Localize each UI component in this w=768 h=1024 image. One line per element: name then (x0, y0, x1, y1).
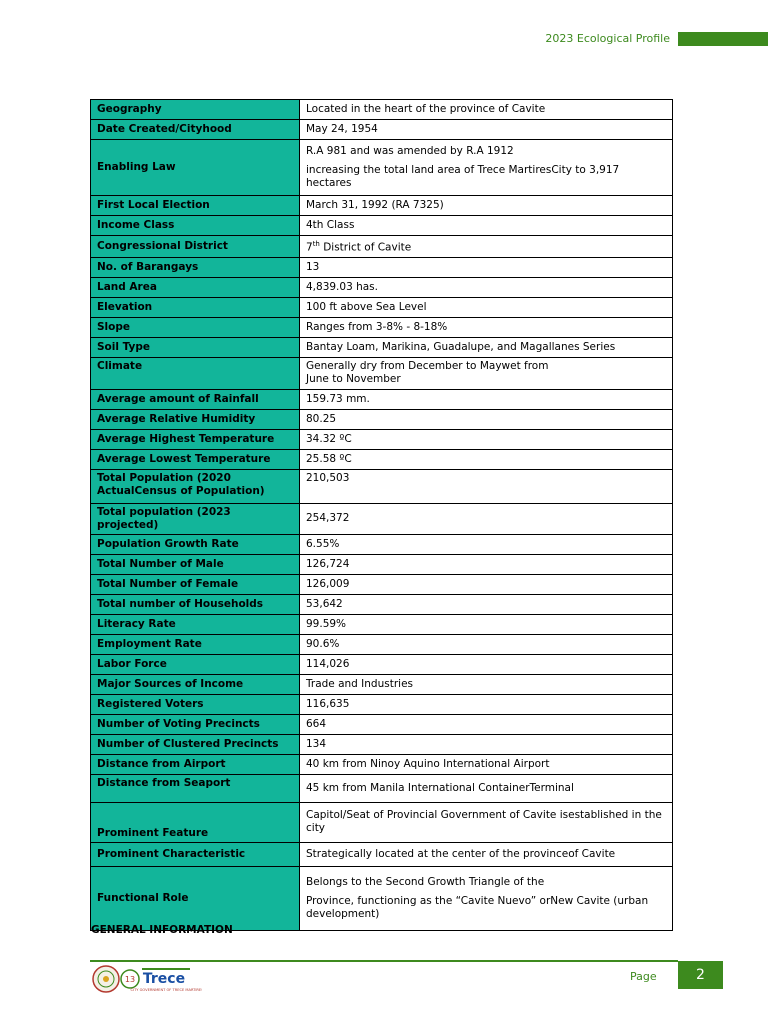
header-title: 2023 Ecological Profile (545, 32, 670, 45)
header-accent-bar (678, 32, 768, 46)
row-value (300, 140, 673, 196)
row-label: Date Created/Cityhood (91, 120, 300, 140)
row-label: Functional Role (91, 866, 300, 930)
logo-text: Trece (142, 971, 186, 987)
row-value-line: Province, functioning as the “Cavite Nuevo” orNew Cavite (urban development) (306, 894, 649, 920)
row-value: 126,724 (300, 554, 673, 574)
table-row (91, 429, 673, 449)
page-number: 2 (678, 961, 723, 989)
row-label: Total Number of Female (91, 574, 300, 594)
row-label: Average Highest Temperature (91, 429, 300, 449)
row-label: Soil Type (91, 337, 300, 357)
row-value: 4,839.03 has. (300, 277, 673, 297)
row-label: Average Relative Humidity (91, 409, 300, 429)
row-value-line: increasing the total land area of Trece MartiresCity to 3,917 hectares (306, 164, 620, 189)
table-row (91, 389, 673, 409)
city-seal-icon (92, 964, 202, 994)
row-value-line: R.A 981 and was amended by R.A 1912 (306, 145, 514, 157)
row-label: Prominent Characteristic (91, 842, 300, 866)
row-label: Climate (91, 357, 300, 389)
row-label: Geography (91, 100, 300, 120)
page-label: Page (630, 970, 657, 983)
table-row (91, 734, 673, 754)
row-value: Trade and Industries (300, 674, 673, 694)
row-label: Population Growth Rate (91, 534, 300, 554)
footer-divider (90, 960, 678, 962)
table-row (91, 574, 673, 594)
table-row (91, 866, 673, 930)
row-label: Income Class (91, 216, 300, 236)
row-label: Prominent Feature (91, 802, 300, 842)
table-row (91, 694, 673, 714)
value-superscript: th (312, 240, 320, 248)
table-row (91, 216, 673, 236)
row-label: Slope (91, 317, 300, 337)
row-label: Total population (2023 projected) (91, 503, 300, 534)
table-row (91, 774, 673, 802)
table-row (91, 754, 673, 774)
svg-text:13: 13 (124, 975, 136, 984)
section-label: GENERAL INFORMATION (91, 924, 233, 936)
table-row (91, 469, 673, 503)
value-text: District of Cavite (319, 241, 412, 254)
row-value-line: Generally dry from December to Maywet from (306, 360, 549, 372)
row-label: Labor Force (91, 654, 300, 674)
row-value: 159.73 mm. (300, 389, 673, 409)
row-value: 4th Class (300, 216, 673, 236)
row-value: March 31, 1992 (RA 7325) (300, 196, 673, 216)
table-row (91, 140, 673, 196)
row-label: Enabling Law (91, 140, 300, 196)
row-value-line: Belongs to the Second Growth Triangle of the (306, 875, 545, 888)
value-number: 7 (306, 241, 313, 254)
row-value: Located in the heart of the province of Cavite (300, 100, 673, 120)
logo-caption: CITY GOVERNMENT OF TRECE MARTIRES (130, 988, 202, 992)
table-row (91, 674, 673, 694)
table-row (91, 503, 673, 534)
table-row (91, 634, 673, 654)
row-value-line: June to November (306, 373, 401, 385)
row-value: 40 km from Ninoy Aquino International Airport (300, 754, 673, 774)
row-value: 53,642 (300, 594, 673, 614)
table-row (91, 554, 673, 574)
row-value: 6.55% (300, 534, 673, 554)
table-row (91, 842, 673, 866)
table-row (91, 594, 673, 614)
row-label: Average Lowest Temperature (91, 449, 300, 469)
table-row (91, 317, 673, 337)
row-value: 90.6% (300, 634, 673, 654)
row-label: Number of Clustered Precincts (91, 734, 300, 754)
row-label: Average amount of Rainfall (91, 389, 300, 409)
row-value: 134 (300, 734, 673, 754)
row-value (300, 236, 673, 258)
row-label: No. of Barangays (91, 257, 300, 277)
row-value: Strategically located at the center of the provinceof Cavite (300, 842, 673, 866)
row-value: 99.59% (300, 614, 673, 634)
row-value: 254,372 (300, 503, 673, 534)
row-label: Major Sources of Income (91, 674, 300, 694)
row-value: 116,635 (300, 694, 673, 714)
row-label: Elevation (91, 297, 300, 317)
row-value: 34.32 ºC (300, 429, 673, 449)
table-row (91, 357, 673, 389)
table-row (91, 614, 673, 634)
row-label: Distance from Airport (91, 754, 300, 774)
footer-logos (92, 964, 202, 994)
row-label: Distance from Seaport (91, 774, 300, 802)
row-label: Congressional District (91, 236, 300, 258)
row-value: 664 (300, 714, 673, 734)
table-row (91, 802, 673, 842)
row-value: 126,009 (300, 574, 673, 594)
row-value: 13 (300, 257, 673, 277)
row-value: 45 km from Manila International ContainerTerminal (300, 774, 673, 802)
row-label: Number of Voting Precincts (91, 714, 300, 734)
table-row (91, 297, 673, 317)
row-label: Total number of Households (91, 594, 300, 614)
row-value: 80.25 (300, 409, 673, 429)
row-value: 25.58 ºC (300, 449, 673, 469)
table-row (91, 337, 673, 357)
table-row (91, 409, 673, 429)
table-row (91, 257, 673, 277)
table-row (91, 277, 673, 297)
row-value: 210,503 (300, 469, 673, 503)
table-row (91, 449, 673, 469)
row-value: Capitol/Seat of Provincial Government of Cavite isestablished in the city (300, 802, 673, 842)
row-value: Ranges from 3-8% - 8-18% (300, 317, 673, 337)
table-row (91, 196, 673, 216)
row-label: Land Area (91, 277, 300, 297)
row-value: 114,026 (300, 654, 673, 674)
table-row (91, 714, 673, 734)
row-value: Bantay Loam, Marikina, Guadalupe, and Magallanes Series (300, 337, 673, 357)
row-value (300, 866, 673, 930)
table-row (91, 534, 673, 554)
row-label: Total Population (2020 ActualCensus of Population) (91, 469, 300, 503)
row-value (300, 357, 673, 389)
row-label: First Local Election (91, 196, 300, 216)
row-label: Total Number of Male (91, 554, 300, 574)
profile-table (90, 99, 673, 931)
row-value: May 24, 1954 (300, 120, 673, 140)
row-value: 100 ft above Sea Level (300, 297, 673, 317)
table-row (91, 654, 673, 674)
table-row (91, 100, 673, 120)
row-label: Registered Voters (91, 694, 300, 714)
table-row (91, 236, 673, 258)
row-label: Literacy Rate (91, 614, 300, 634)
table-row (91, 120, 673, 140)
row-label: Employment Rate (91, 634, 300, 654)
